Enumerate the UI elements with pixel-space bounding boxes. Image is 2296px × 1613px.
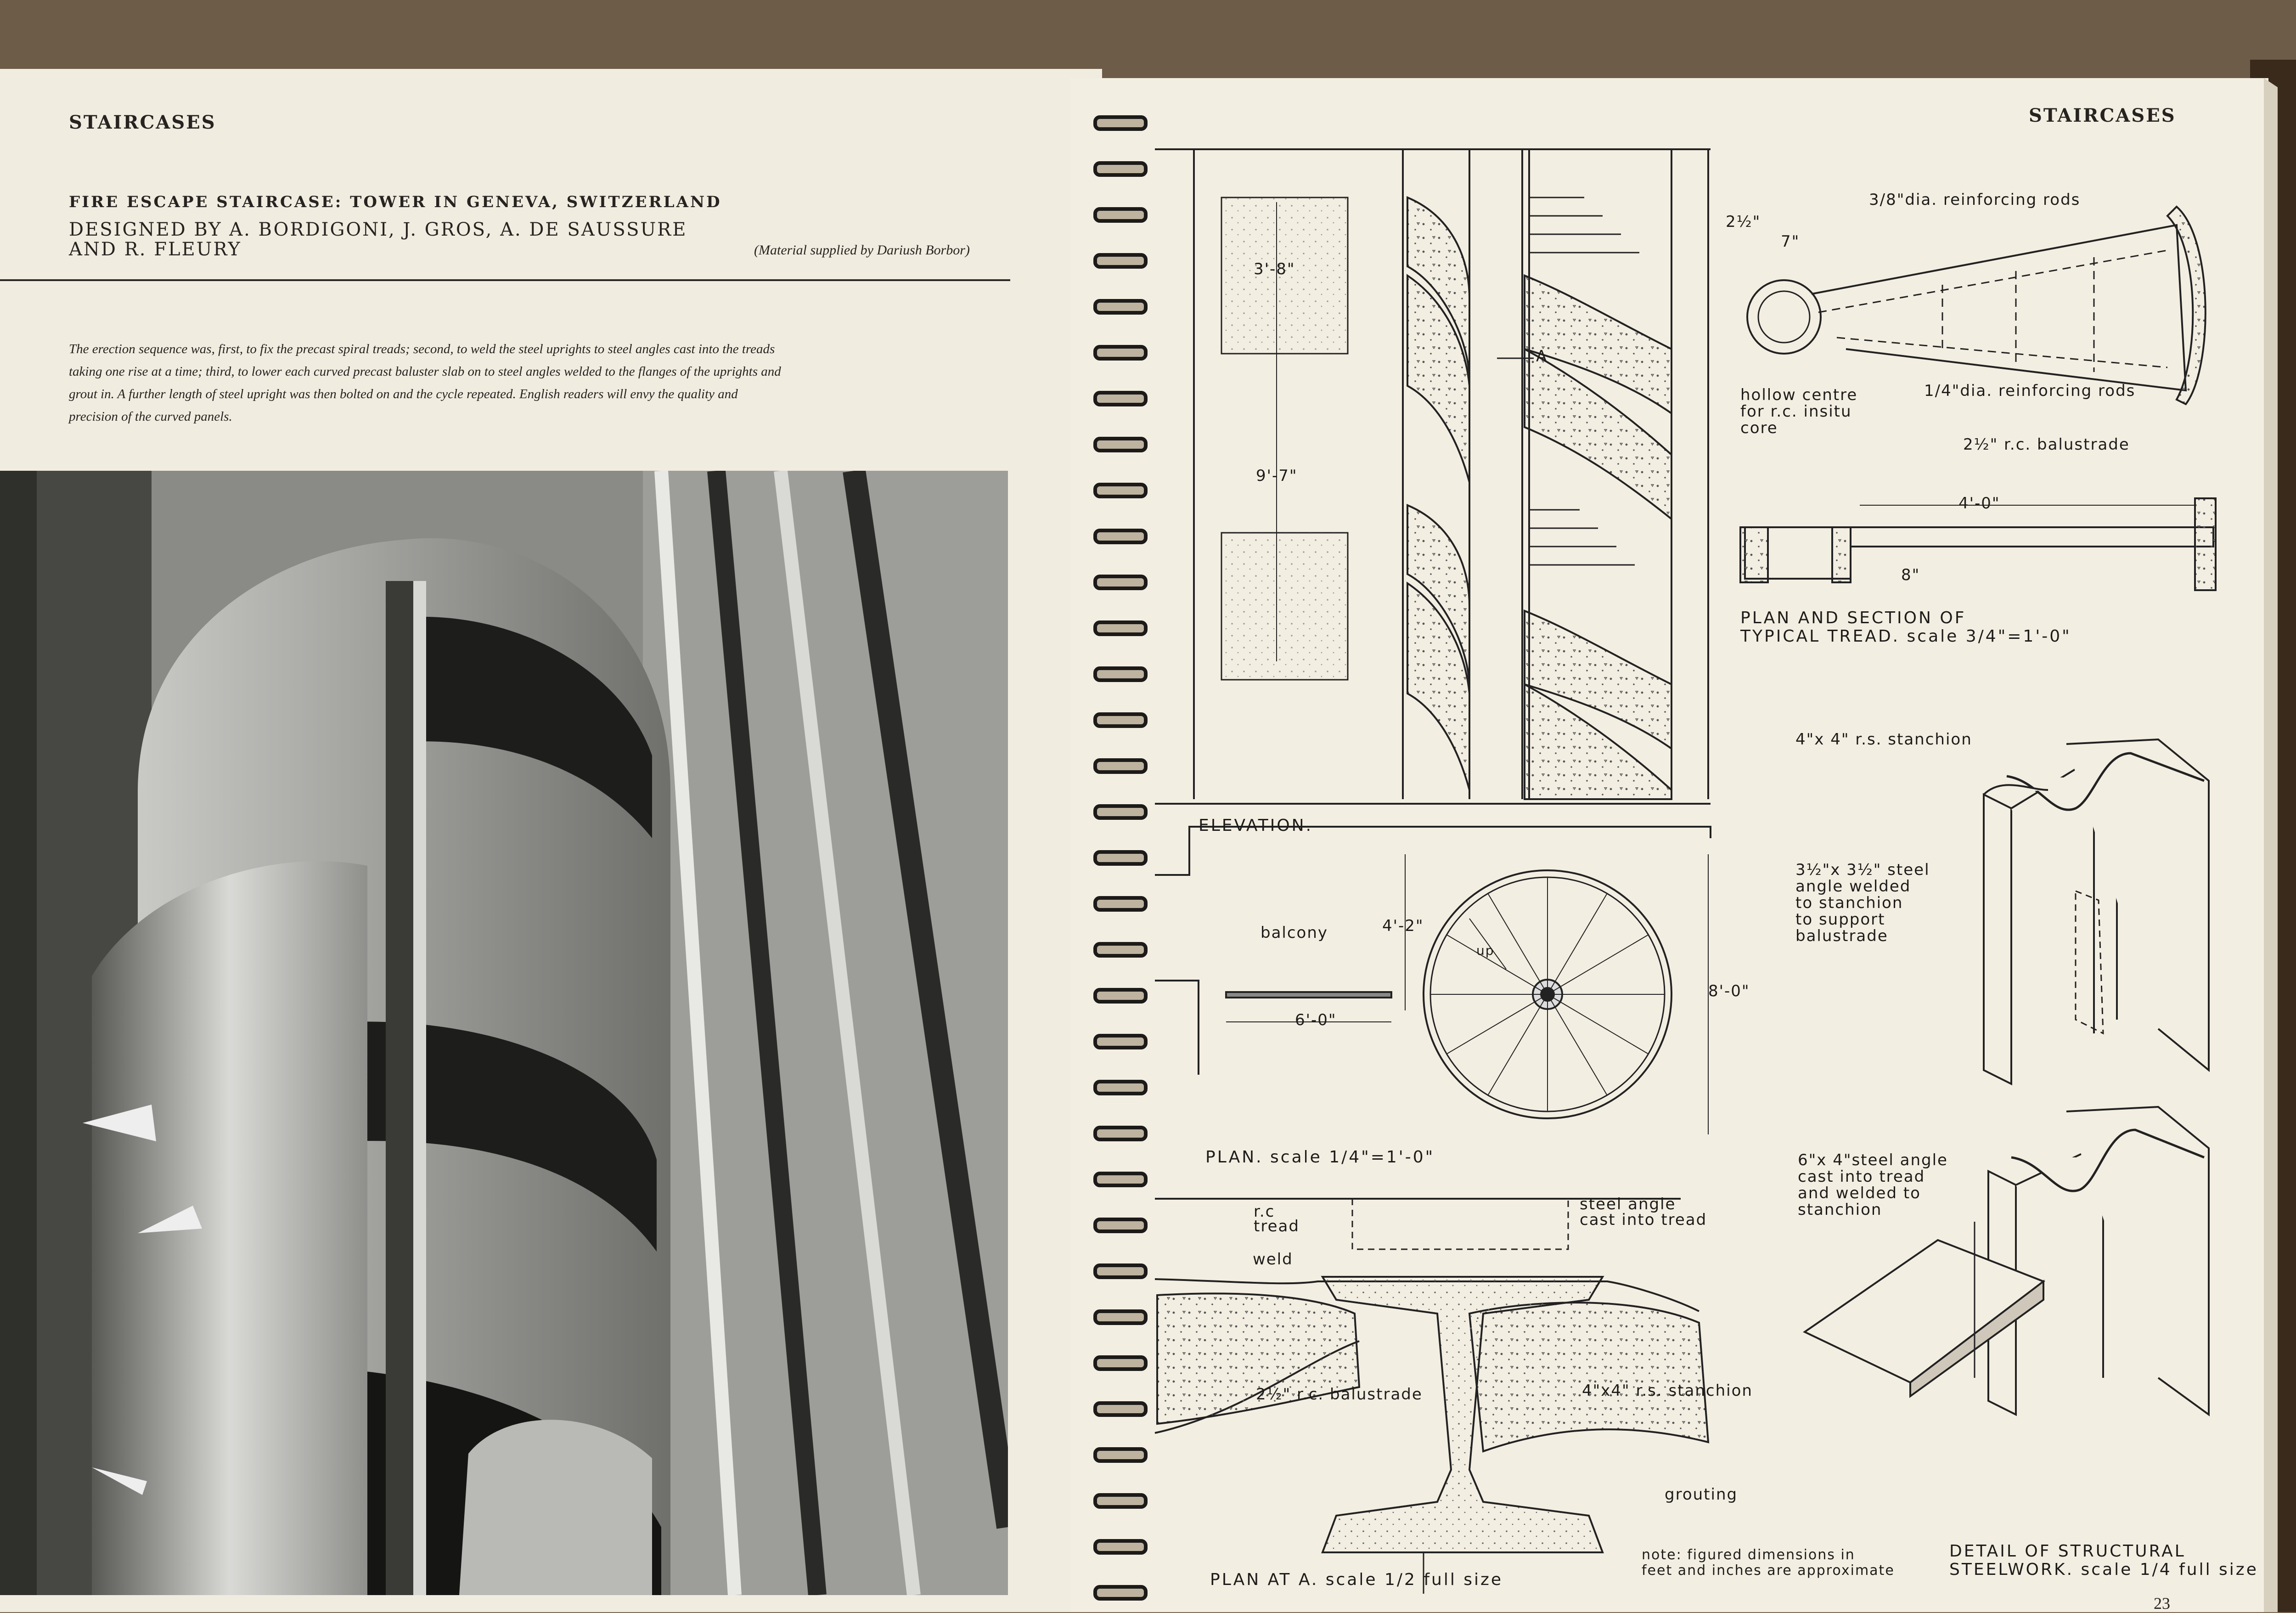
- balustrade-label: 2½" r.c. balustrade: [1963, 435, 2130, 454]
- description-paragraph: The erection sequence was, first, to fix the precast spiral treads; second, to weld the steel uprights to steel angles cast into the treads taking one rise at a time; third, to lower each curved precast baluster slab on to steel angles welded to the flanges of the uprights and grout in. A further length of steel upright was then bolted on and the cycle repeated. English readers will envy the quality and precision of the curved panels.: [69, 342, 781, 424]
- tread-dim-a: 2½": [1726, 213, 1761, 231]
- elevation-dim-top: 3'-8": [1254, 260, 1295, 278]
- rods-bottom-label: 1/4"dia. reinforcing rods: [1924, 382, 2136, 400]
- stanchion-label: 4"x 4" r.s. stanchion: [1795, 730, 1972, 749]
- tread-dim-b: 7": [1781, 232, 1800, 251]
- designers-line-1: DESIGNED BY A. BORDIGONI, J. GROS, A. DE SAUSSURE: [69, 219, 687, 240]
- steelwork-title-line-2: STEELWORK. scale 1/4 full size: [1949, 1560, 2258, 1579]
- running-head-right: STAIRCASES: [2029, 105, 2176, 126]
- tread-title-line-1: PLAN AND SECTION OF: [1740, 609, 1966, 627]
- angle-label-line-5: balustrade: [1795, 927, 1888, 945]
- plan-dim-balcony: 4'-2": [1382, 917, 1424, 935]
- steel-angle-line-2: cast into tread: [1580, 1211, 1707, 1229]
- designers-line-2: AND R. FLEURY: [69, 239, 242, 260]
- plan-a-balustrade-label: 2½" r.c. balustrade: [1256, 1385, 1423, 1404]
- tread-title-line-2: TYPICAL TREAD. scale 3/4"=1'-0": [1740, 627, 2071, 646]
- hollow-centre-line-2: for r.c. insitu: [1740, 402, 1852, 421]
- weld-label: weld: [1253, 1250, 1293, 1269]
- hollow-centre-line-3: core: [1740, 419, 1778, 437]
- angle-label-line-2: angle welded: [1795, 877, 1911, 896]
- article-title: FIRE ESCAPE STAIRCASE: TOWER IN GENEVA, SWITZERLAND: [69, 193, 722, 211]
- rods-top-label: 3/8"dia. reinforcing rods: [1869, 191, 2081, 209]
- angle-cast-line-3: and welded to: [1798, 1184, 1921, 1202]
- note-line-1: note: figured dimensions in: [1642, 1547, 1855, 1563]
- angle-cast-line-4: stanchion: [1798, 1201, 1882, 1219]
- elevation-dim-mid: 9'-7": [1256, 467, 1298, 485]
- angle-cast-line-2: cast into tread: [1798, 1167, 1925, 1186]
- angle-label-line-1: 3½"x 3½" steel: [1795, 861, 1930, 879]
- plan-title: PLAN. scale 1/4"=1'-0": [1205, 1148, 1435, 1167]
- angle-label-line-3: to stanchion: [1795, 894, 1903, 912]
- elevation-title: ELEVATION.: [1199, 816, 1313, 835]
- plan-dim-diameter: 8'-0": [1708, 982, 1750, 1000]
- tread-dim-depth: 8": [1901, 566, 1920, 584]
- staircase-photo: [0, 471, 1008, 1595]
- section-mark-a: A: [1536, 347, 1548, 366]
- steelwork-title-line-1: DETAIL OF STRUCTURAL: [1949, 1542, 2186, 1561]
- page-number: 23: [2154, 1594, 2170, 1613]
- grouting-label: grouting: [1665, 1485, 1738, 1504]
- angle-cast-line-1: 6"x 4"steel angle: [1798, 1151, 1948, 1169]
- tread-label-line-2: tread: [1254, 1217, 1300, 1235]
- plan-at-a-title: PLAN AT A. scale 1/2 full size: [1210, 1570, 1503, 1589]
- hollow-centre-line-1: hollow centre: [1740, 386, 1858, 404]
- steel-angle-line-1: steel angle: [1580, 1195, 1676, 1213]
- running-head-left: STAIRCASES: [69, 112, 216, 133]
- plan-dim-width: 6'-0": [1295, 1011, 1337, 1029]
- angle-label-line-4: to support: [1795, 910, 1885, 929]
- plan-a-stanchion-label: 4"x4" r.s. stanchion: [1582, 1382, 1753, 1400]
- up-label: up: [1476, 943, 1495, 958]
- tread-label-line-1: r.c: [1254, 1202, 1275, 1221]
- note-line-2: feet and inches are approximate: [1642, 1562, 1895, 1579]
- material-credit: (Material supplied by Dariush Borbor): [754, 243, 970, 258]
- balcony-label: balcony: [1261, 924, 1328, 942]
- tread-dim-length: 4'-0": [1958, 494, 2000, 513]
